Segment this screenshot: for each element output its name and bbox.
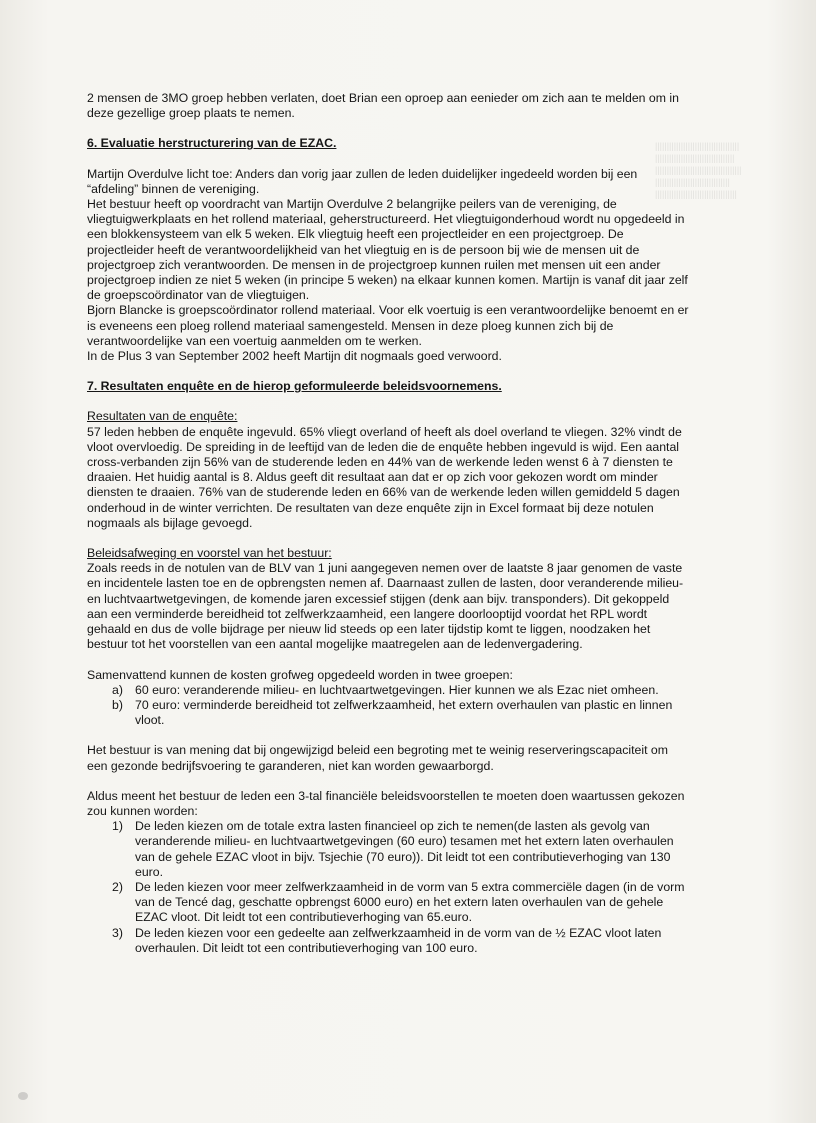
board-subheading: Beleidsafweging en voorstel van het bestuur: <box>87 546 332 561</box>
document-body <box>87 91 691 956</box>
section-7-heading: 7. Resultaten enquête en de hierop geformuleerde beleidsvoornemens. <box>87 379 502 394</box>
intro-paragraph: 2 mensen de 3MO groep hebben verlaten, doet Brian een oproep aan eenieder om zich aan te melden om in deze gezellige groep plaats te nemen. <box>87 91 680 121</box>
opinion-paragraph: Het bestuur is van mening dat bij ongewijzigd beleid een begroting met te weinig reserveringscapaciteit om een gezonde bedrijfsvoering te garanderen, niet kan worden gewaarborgd. <box>87 743 669 773</box>
list-item: 3) De leden kiezen voor een gedeelte aan zelfwerkzaamheid in de vorm van de ½ EZAC vloot laten overhaulen. Dit leidt tot een contributieverhoging van 100 euro. <box>112 925 662 955</box>
proposals-list <box>87 819 691 956</box>
list-item: 1) De leden kiezen om de totale extra lasten financieel op zich te nemen(de lasten als gevolg van veranderende milieu- en luchtvaartwetgevingen (60 euro) tesamen met het extern laten overhaulen van de gehele EZAC vloot in bijv. Tsjechie (70 euro)). Dit leidt tot een contributieverhoging van 130 euro. <box>112 819 674 879</box>
board-paragraph: Zoals reeds in de notulen van de BLV van 1 juni aangegeven nemen over de laatste 8 jaar genomen de vaste en incidentele lasten toe en de opbrengsten nemen af. Daarnaast zullen de lasten, door veranderende milieu- en luchtvaartwetgevingen, de komende jaren excessief stijgen (denk aan bijv. transponders). Dit gekoppeld aan een verminderde bereidheid tot zelfwerkzaamheid, een langere doorlooptijd voordat het RPL wordt gehaald en dus de volle bijdrage per nieuw lid steeds op een later tijdstip komt te liggen, noodzaken het bestuur tot het voorstellen van een aantal mogelijke maatregelen aan de ledenvergadering. <box>87 561 684 652</box>
proposals-intro: Aldus meent het bestuur de leden een 3-tal financiële beleidsvoorstellen te moeten doen waartussen gekozen zou kunnen worden: <box>87 788 685 818</box>
results-subheading: Resultaten van de enquête: <box>87 409 238 424</box>
section-6-paragraph: In de Plus 3 van September 2002 heeft Martijn dit nogmaals goed verwoord. <box>87 349 502 364</box>
cost-groups-list <box>87 683 691 729</box>
section-6-paragraph: Martijn Overdulve licht toe: Anders dan vorig jaar zullen de leden duidelijker ingedeeld worden bij een “afdeling” binnen de vereniging. <box>87 166 638 196</box>
results-paragraph: 57 leden hebben de enquête ingevuld. 65% vliegt overland of heeft als doel overland te vliegen. 32% vindt de vloot overvloedig. De spreiding in de leeftijd van de leden die de enquête hebben ingevuld is wijd. Een aantal cross-verbanden zijn 56% van de studerende leden en 44% van de werkende leden wenst 6 à 7 diensten te draaien. Het huidig aantal is 8. Aldus geeft dit resultaat aan dat er op zich voor gekozen wordt om minder diensten te draaien. 76% van de studerende leden en 66% van de werkende leden willen gemiddeld 5 dagen onderhoud in de winter verrichten. De resultaten van deze enquête zijn in Excel formaat bij deze notulen nogmaals als bijlage gevoegd. <box>87 424 682 530</box>
show-through-text: |||||||||||||||||||||||||||||||||||| |||||||||||||||||||||||||||||||||| ||||||||||||||||||||||||||||||||||||| |||||||||||||||||||||||||||||||| ||||||||||||||||||||||||||||||||||| <box>655 141 742 199</box>
paper-stain <box>18 1092 28 1100</box>
list-item: b) 70 euro: verminderde bereidheid tot zelfwerkzaamheid, het extern overhaulen van plastic en linnen vloot. <box>112 697 673 728</box>
summary-intro: Samenvattend kunnen de kosten grofweg opgedeeld worden in twee groepen: <box>87 667 513 682</box>
section-6-paragraph: Bjorn Blancke is groepscoördinator rollend materiaal. Voor elk voertuig is een verantwoordelijke benoemt en er is eveneens een ploeg rollend materiaal samengesteld. Mensen in deze ploeg kunnen zich bij de verantwoordelijke van een voertuig aanmelden om te werken. <box>87 303 689 348</box>
section-6-heading: 6. Evaluatie herstructurering van de EZAC. <box>87 136 337 151</box>
list-item: 2) De leden kiezen voor meer zelfwerkzaamheid in de vorm van 5 extra commerciële dagen (in de vorm van de Tencé dag, geschatte opbrengst 6000 euro) en het extern laten overhaulen van de gehele EZAC vloot. Dit leidt tot een contributieverhoging van 65.euro. <box>112 879 685 925</box>
list-item: a) 60 euro: veranderende milieu- en luchtvaartwetgevingen. Hier kunnen we als Ezac niet omheen. <box>112 682 659 697</box>
section-6-paragraph: Het bestuur heeft op voordracht van Martijn Overdulve 2 belangrijke peilers van de vereniging, de vliegtuigwerkplaats en het rollend materiaal, geherstructureerd. Het vliegtuigonderhoud wordt nu opgedeeld in een blokkensysteem van elk 5 weken. Elk vliegtuig heeft een projectleider en een projectgroep. De projectleider heeft de verantwoordelijkheid van het vliegtuig en is de persoon bij wie de mensen uit de projectgroep zich verantwoorden. De mensen in de projectgroep kunnen ruilen met mensen uit een ander projectgroep indien ze niet 5 weken (in principe 5 weken) na elkaar kunnen komen. Martijn is vanaf dit jaar zelf de groepscoördinator van de vliegtuigen. <box>87 197 688 303</box>
